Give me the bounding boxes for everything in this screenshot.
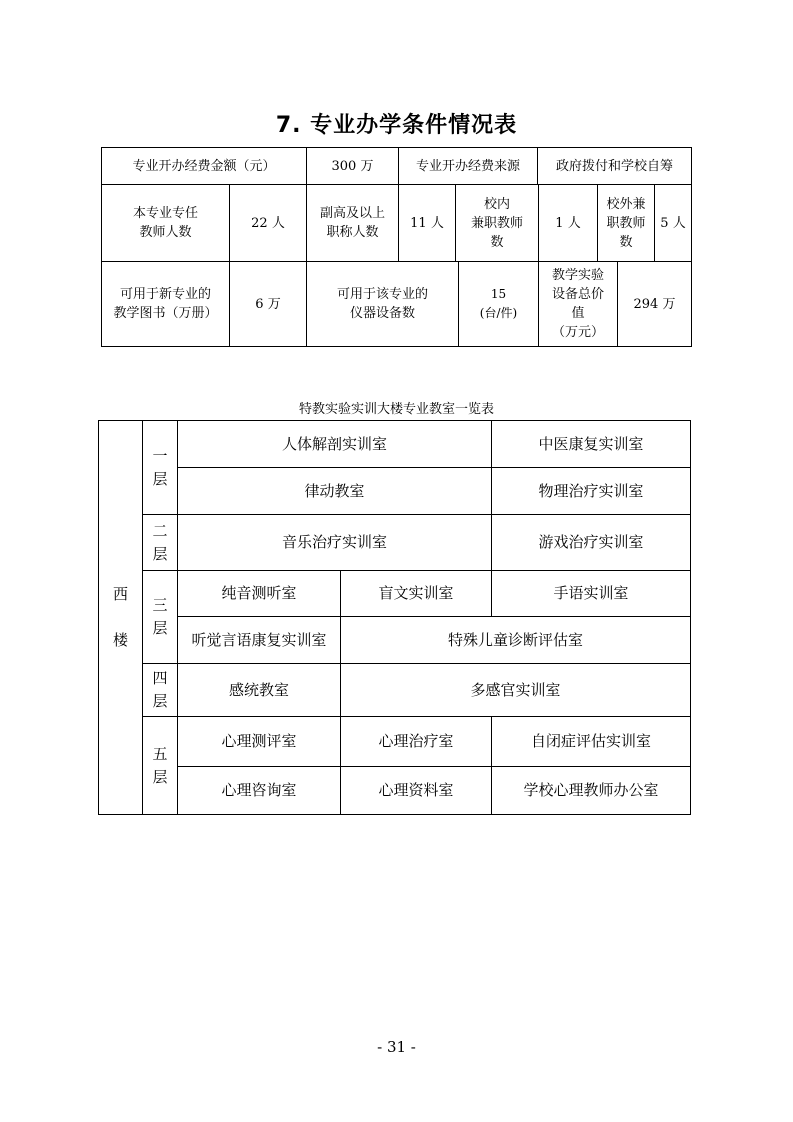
room-cell: 听觉言语康复实训室 <box>177 616 341 664</box>
room-cell: 盲文实训室 <box>340 570 492 617</box>
page-number: - 31 - <box>377 1038 416 1056</box>
room-cell: 中医康复实训室 <box>491 420 691 468</box>
room-cell: 手语实训室 <box>491 570 691 617</box>
room-cell: 音乐治疗实训室 <box>177 514 492 571</box>
floor-label-1: 一 层 <box>142 420 178 515</box>
equipment-total-value-label: 教学实验 设备总价 值 （万元） <box>538 261 618 347</box>
external-parttime-label: 校外兼 职教师 数 <box>597 184 655 262</box>
room-cell: 纯音测听室 <box>177 570 341 617</box>
floor-label-4: 四 层 <box>142 663 178 717</box>
room-cell: 心理咨询室 <box>177 766 341 815</box>
equipment-count-value: 15 (台/件) <box>458 261 539 347</box>
external-parttime-value: 5 人 <box>654 184 692 262</box>
room-cell: 自闭症评估实训室 <box>491 716 691 767</box>
room-cell: 感统教室 <box>177 663 341 717</box>
building-label: 西 楼 <box>98 420 143 815</box>
room-cell: 律动教室 <box>177 467 492 515</box>
room-cell: 特殊儿童诊断评估室 <box>340 616 691 664</box>
senior-title-value: 11 人 <box>398 184 456 262</box>
equipment-count-label: 可用于该专业的 仪器设备数 <box>306 261 459 347</box>
page-title: 7. 专业办学条件情况表 <box>275 113 518 138</box>
room-cell: 物理治疗实训室 <box>491 467 691 515</box>
room-cell: 心理资料室 <box>340 766 492 815</box>
floor-label-2: 二 层 <box>142 514 178 571</box>
fulltime-teachers-value: 22 人 <box>229 184 307 262</box>
internal-parttime-label: 校内 兼职教师 数 <box>455 184 539 262</box>
funding-amount-value: 300 万 <box>306 147 399 185</box>
funding-source-value: 政府拨付和学校自筹 <box>537 147 692 185</box>
internal-parttime-value: 1 人 <box>538 184 598 262</box>
books-value: 6 万 <box>229 261 307 347</box>
floor-label-5: 五 层 <box>142 716 178 815</box>
floor-label-3: 三 层 <box>142 570 178 664</box>
funding-amount-label: 专业开办经费金额（元） <box>101 147 307 185</box>
room-cell: 多感官实训室 <box>340 663 691 717</box>
funding-source-label: 专业开办经费来源 <box>398 147 538 185</box>
room-cell: 心理治疗室 <box>340 716 492 767</box>
room-cell: 心理测评室 <box>177 716 341 767</box>
room-cell: 游戏治疗实训室 <box>491 514 691 571</box>
books-label: 可用于新专业的 教学图书（万册） <box>101 261 230 347</box>
room-cell: 人体解剖实训室 <box>177 420 492 468</box>
room-cell: 学校心理教师办公室 <box>491 766 691 815</box>
classroom-table-caption: 特教实验实训大楼专业教室一览表 <box>298 402 494 417</box>
senior-title-label: 副高及以上 职称人数 <box>306 184 399 262</box>
equipment-total-value-value: 294 万 <box>617 261 692 347</box>
fulltime-teachers-label: 本专业专任 教师人数 <box>101 184 230 262</box>
